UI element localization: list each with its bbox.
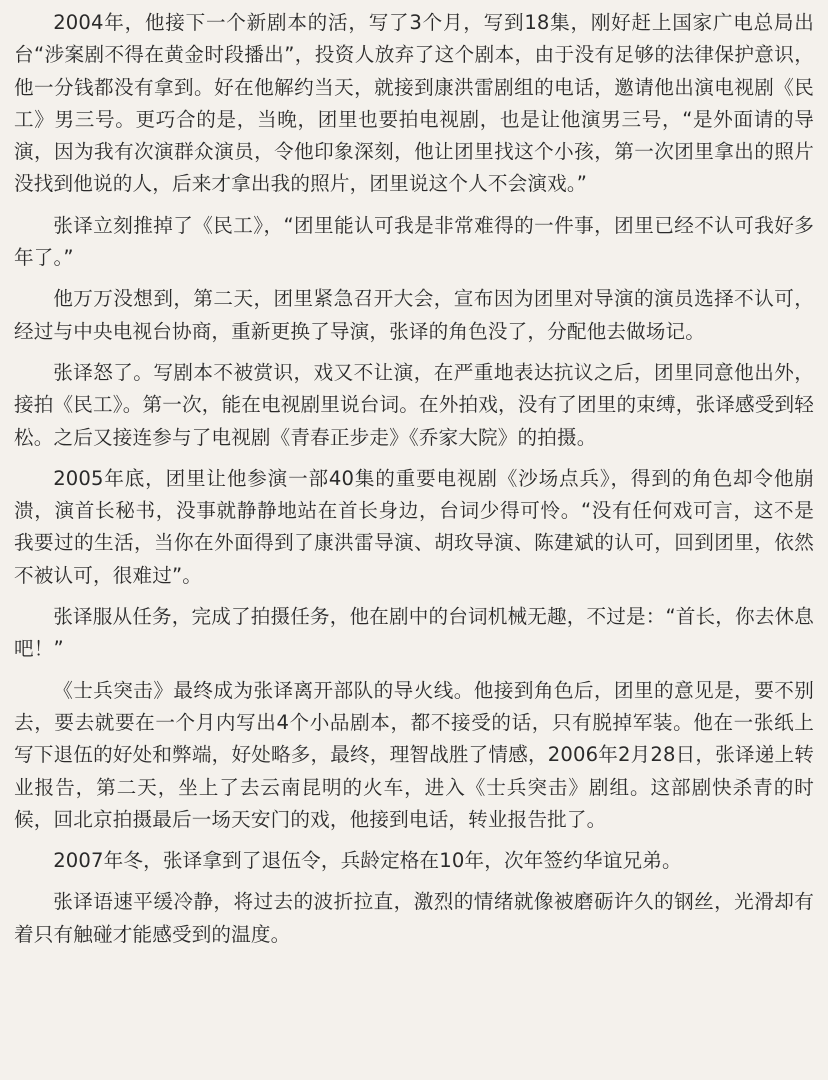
paragraph-9: 张译语速平缓冷静，将过去的波折拉直，激烈的情绪就像被磨砺许久的钢丝，光滑却有着只有触碰才能感受到的温度。 bbox=[14, 890, 814, 946]
paragraph-8: 2007年冬，张译拿到了退伍令，兵龄定格在10年，次年签约华谊兄弟。 bbox=[53, 849, 682, 873]
paragraph-4: 张译怒了。写剧本不被赏识，戏又不让演，在严重地表达抗议之后，团里同意他出外，接拍《民工》。第一次，能在电视剧里说台词。在外拍戏，没有了团里的束缚，张译感受到轻松。之后又接连参与了电视剧《青春正步走》《乔家大院》的拍摄。 bbox=[14, 360, 814, 449]
paragraph-5: 2005年底，团里让他参演一部40集的重要电视剧《沙场点兵》，得到的角色却令他崩溃，演首长秘书，没事就静静地站在首长身边，台词少得可怜。“没有任何戏可言，这不是我要过的生活，当你在外面得到了康洪雷导演、胡玫导演、陈建斌的认可，回到团里，依然不被认可，很难过”。 bbox=[14, 466, 814, 587]
paragraph-6: 张译服从任务，完成了拍摄任务，他在剧中的台词机械无趣，不过是：“首长，你去休息吧！” bbox=[14, 605, 814, 661]
paragraph-2: 张译立刻推掉了《民工》，“团里能认可我是非常难得的一件事，团里已经不认可我好多年了。” bbox=[14, 213, 814, 270]
paragraph-3: 他万万没想到，第二天，团里紧急召开大会，宣布因为团里对导演的演员选择不认可，经过与中央电视台协商，重新更换了导演，张译的角色没了，分配他去做场记。 bbox=[14, 287, 814, 343]
paragraph-7: 《士兵突击》最终成为张译离开部队的导火线。他接到角色后，团里的意见是，要不别去，要去就要在一个月内写出4个小品剧本，都不接受的话，只有脱掉军装。他在一张纸上写下退伍的好处和弊端，好处略多，最终，理智战胜了情感，2006年2月28日，张译递上转业报告，第二天，坐上了去云南昆明的火车，进入《士兵突击》剧组。这部剧快杀青的时候，回北京拍摄最后一场天安门的戏，他接到电话，转业报告批了。 bbox=[14, 678, 814, 831]
paragraph-1: 2004年，他接下一个新剧本的活，写了3个月，写到18集，刚好赶上国家广电总局出台“涉案剧不得在黄金时段播出”，投资人放弃了这个剧本，由于没有足够的法律保护意识，他一分钱都没有拿到。好在他解约当天，就接到康洪雷剧组的电话，邀请他出演电视剧《民工》男三号。更巧合的是，当晚，团里也要拍电视剧，也是让他演男三号，“是外面请的导演，因为我有次演群众演员，令他印象深刻，他让团里找这个小孩，第一次团里拿出的照片没找到他说的人，后来才拿出我的照片，团里说这个人不会演戏。” bbox=[14, 11, 814, 196]
